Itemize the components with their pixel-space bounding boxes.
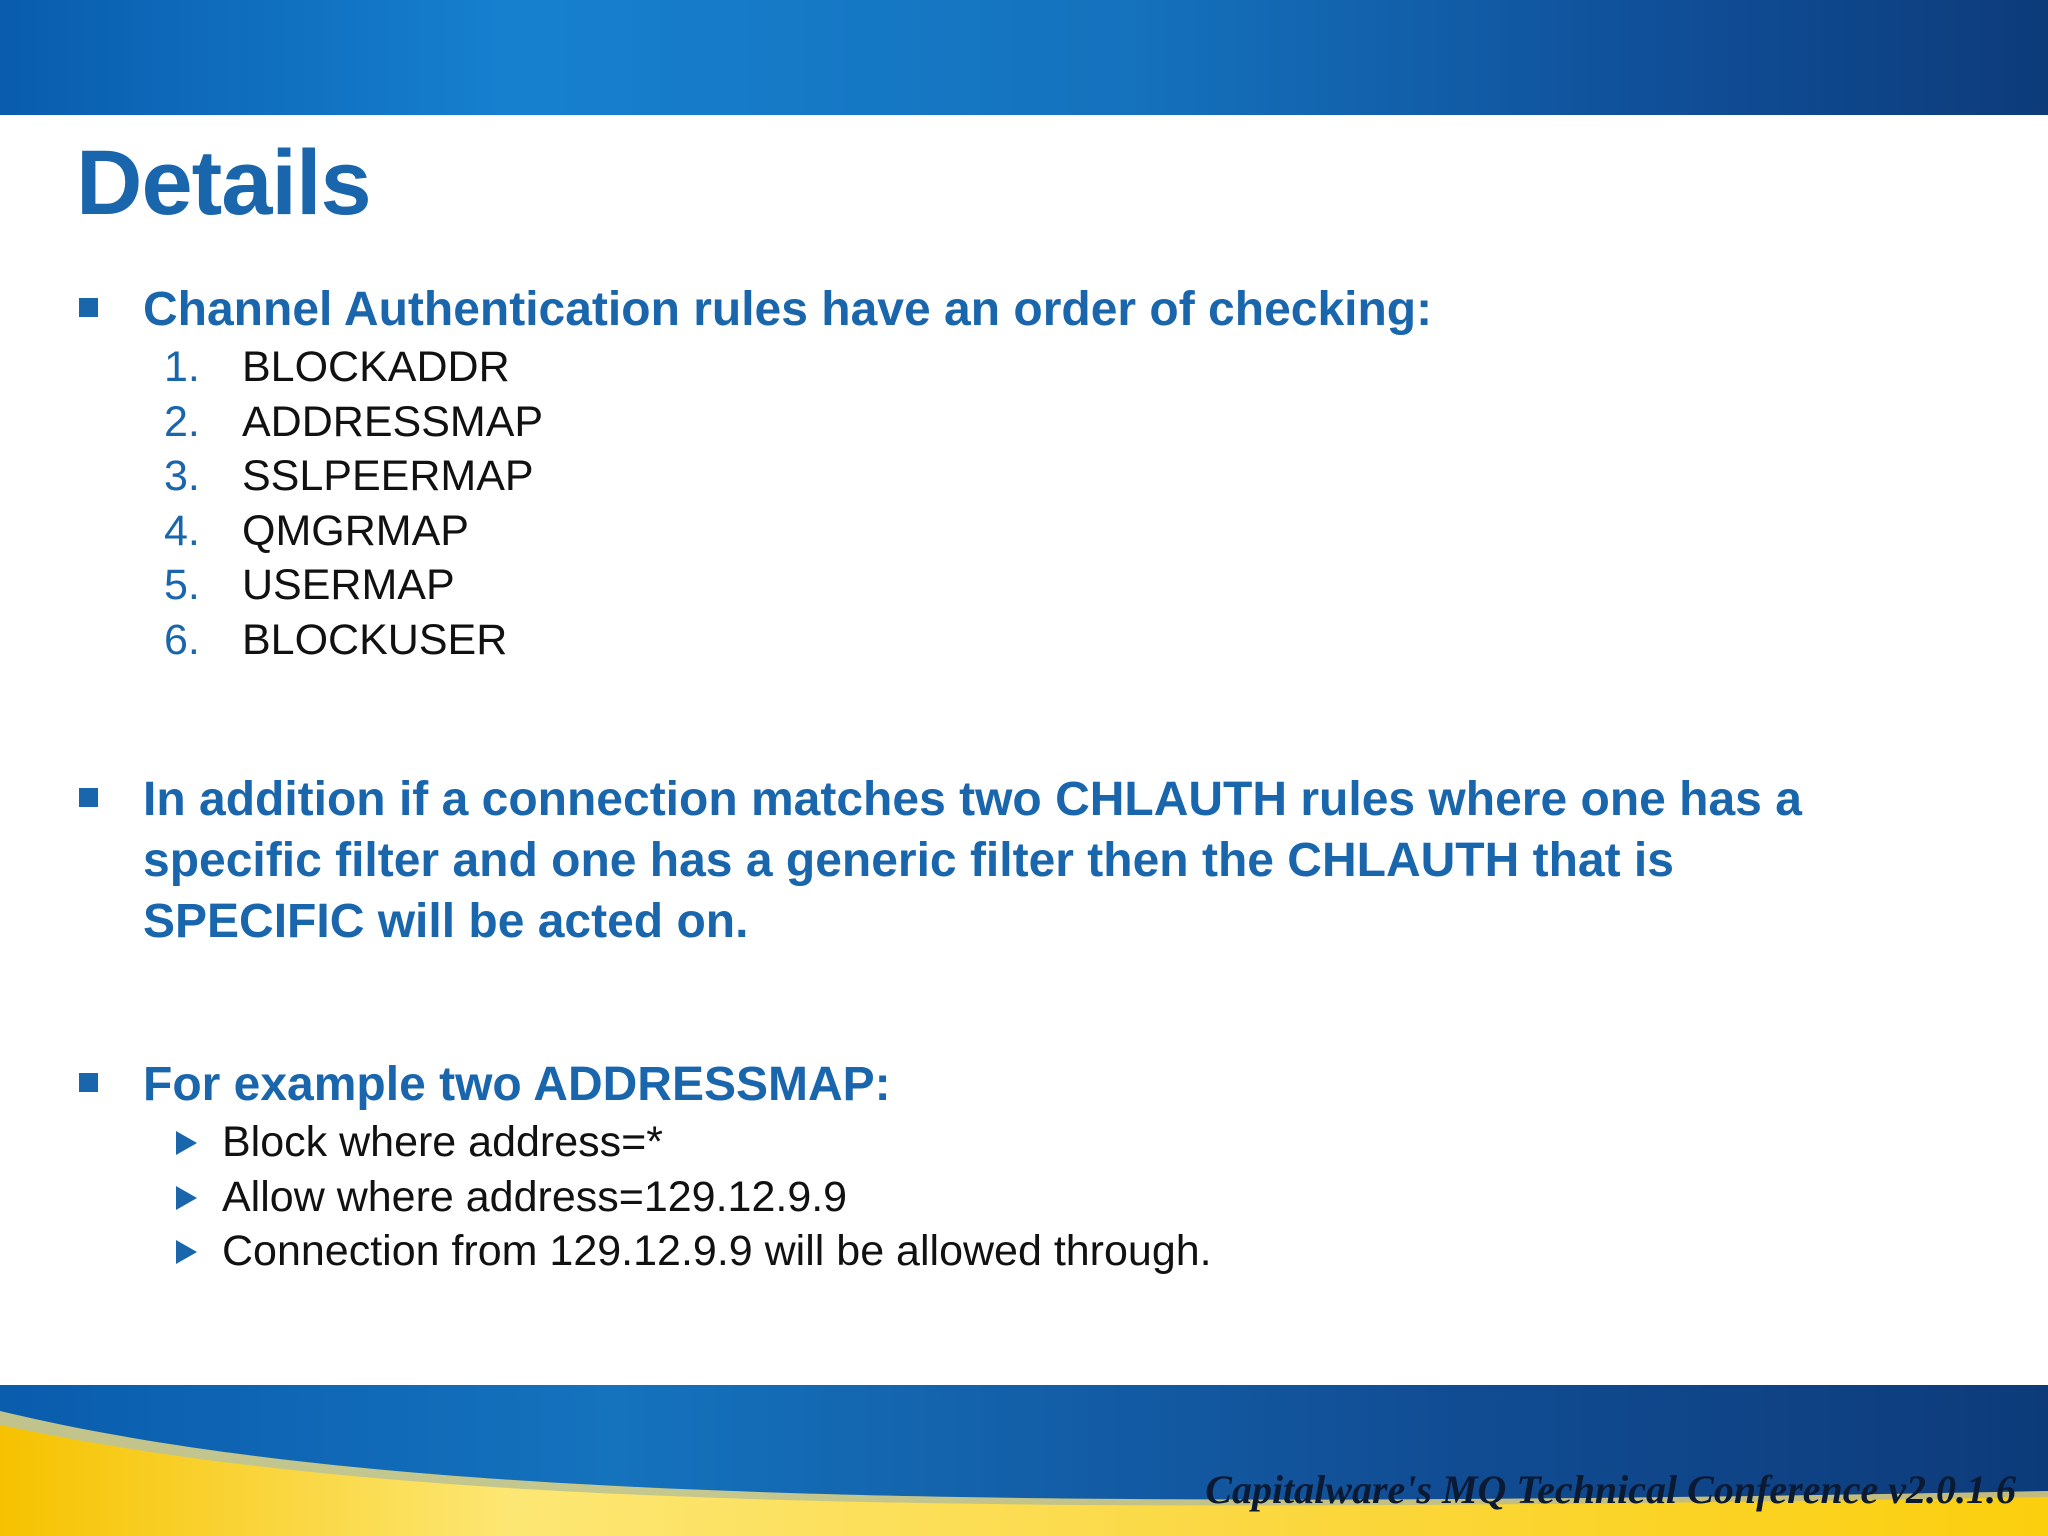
triangle-bullet-icon [176,1131,197,1155]
item-text: BLOCKADDR [242,343,510,391]
bullet-heading-text: Channel Authentication rules have an order of checking: [143,283,1433,336]
list-item [0,1224,2048,1279]
list-item [0,449,2048,504]
square-bullet-icon [79,788,98,807]
paragraph-line: specific filter and one has a generic filter then the CHLAUTH that is [143,834,1674,887]
item-text: USERMAP [242,561,455,609]
bullet-section-1 [0,279,2048,667]
paragraph-line: In addition if a connection matches two CHLAUTH rules where one has a [143,773,1802,826]
list-item [0,504,2048,559]
list-item [0,613,2048,668]
item-text: Connection from 129.12.9.9 will be allowed through. [222,1227,1212,1275]
list-item [0,340,2048,395]
item-text: BLOCKUSER [242,615,508,664]
item-text: QMGRMAP [242,506,469,555]
item-text: SSLPEERMAP [242,452,534,500]
slide-title: Details [76,132,371,234]
item-number: 6. [164,615,200,664]
square-bullet-icon [79,298,98,317]
bullet-section-3 [0,1054,2048,1279]
item-number: 3. [164,452,200,500]
list-item [0,558,2048,613]
item-text: Allow where address=129.12.9.9 [222,1172,848,1221]
item-number: 1. [164,343,200,391]
footer-conference-text: Capitalware's MQ Technical Conference v2.0.1.6 [1205,1467,2016,1512]
list-item [0,1115,2048,1170]
item-number: 2. [164,397,200,446]
triangle-bullet-icon [176,1186,197,1210]
bullet-heading-2 [0,769,1943,952]
bullet-heading-text: For example two ADDRESSMAP: [143,1058,891,1111]
triangle-bullet-icon [176,1240,197,1264]
example-list [0,1115,2048,1279]
bullet-heading-1 [0,279,1943,340]
check-order-list [0,340,2048,667]
item-number: 5. [164,561,200,609]
square-bullet-icon [79,1073,98,1092]
footer-band [0,1385,2048,1536]
list-item [0,395,2048,450]
header-band [0,0,2048,115]
bullet-heading-3 [0,1054,1943,1115]
item-text: ADDRESSMAP [242,397,544,446]
item-text: Block where address=* [222,1118,663,1166]
bullet-section-2 [0,769,2048,952]
item-number: 4. [164,506,200,555]
list-item [0,1170,2048,1225]
paragraph-line: SPECIFIC will be acted on. [143,895,749,948]
